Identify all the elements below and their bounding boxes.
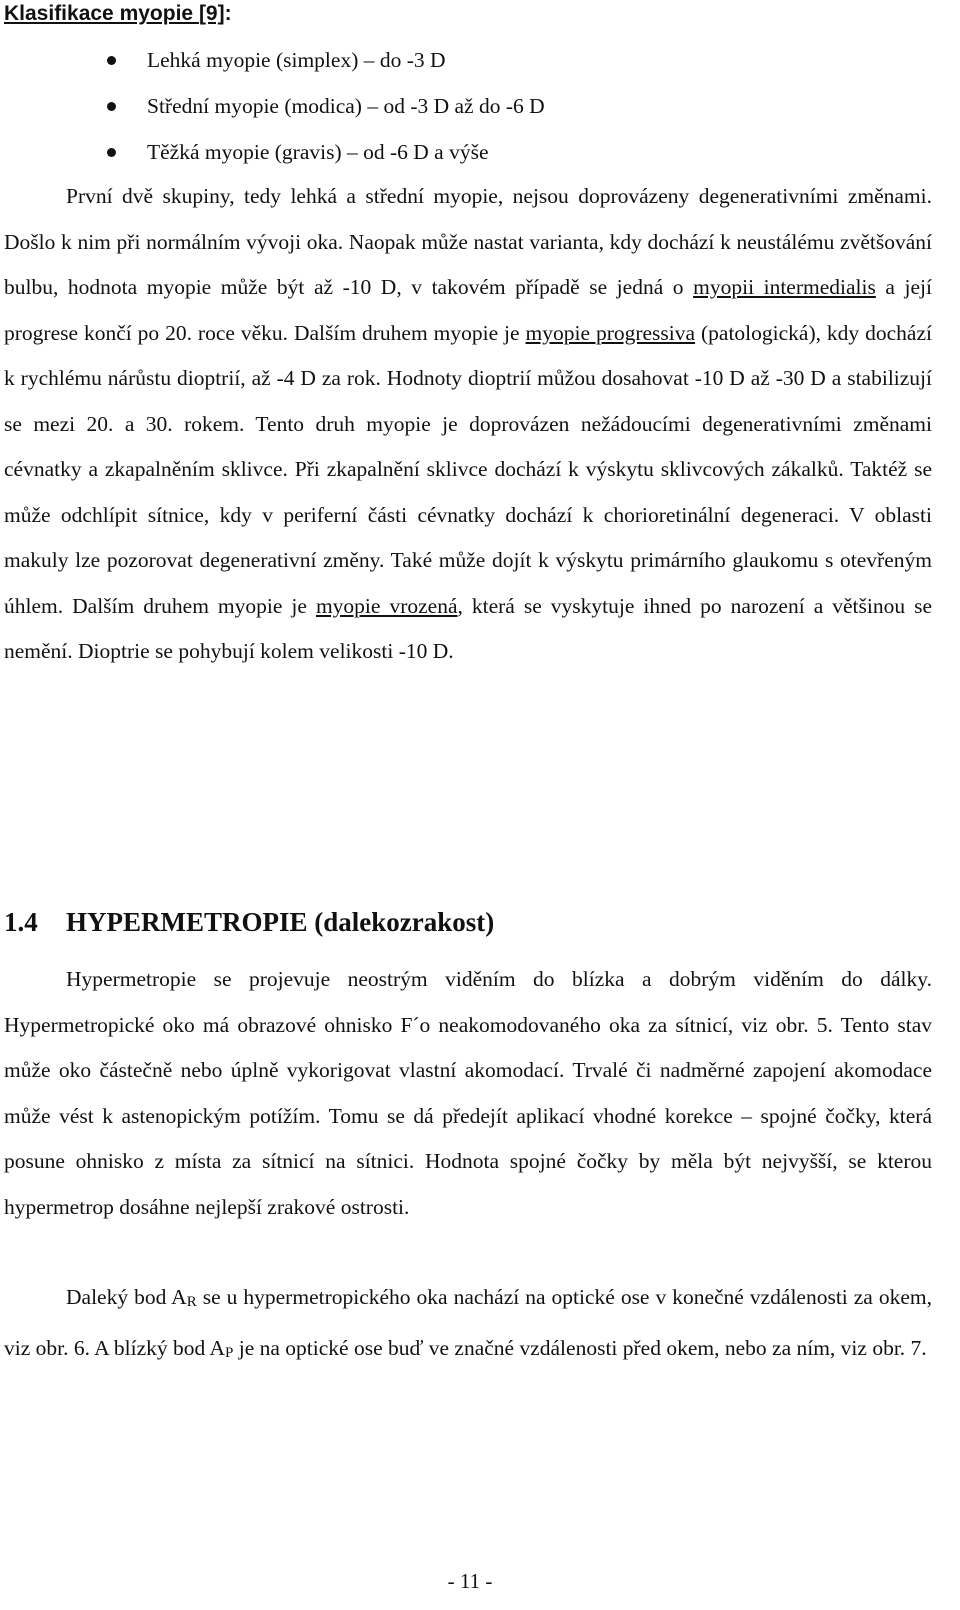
bullet-icon (107, 102, 116, 111)
classification-heading (4, 0, 232, 28)
section-heading (4, 900, 494, 944)
myopia-paragraph (4, 174, 932, 675)
term-myopia-progressiva: myopie progressiva (525, 320, 696, 345)
list-item-text: Těžká myopie (gravis) – od -6 D a výše (147, 140, 489, 164)
paragraph-text: První dvě skupiny, tedy lehká a střední myopie, nejsou doprovázeny degenerativními změnami. Došlo k nim při normálním vývoji oka. Naopak může nastat varianta, kdy dochází k neustálému zvětšování bulbu, hodnota myopie může být až -10 D, v takovém případě se jedná o (4, 184, 932, 299)
term-myopia-vrozena: myopie vrozená (315, 593, 458, 618)
subscript-r: R (186, 1294, 197, 1310)
list-item-text: Lehká myopie (simplex) – do -3 D (147, 48, 446, 72)
hypermetropia-paragraph-1: Hypermetropie se projevuje neostrým viděním do blízka a dobrým viděním do dálky. Hypermetropické oko má obrazové ohnisko F´o neakomodovaného oka za sítnicí, viz obr. 5. Tento stav může oko částečně nebo úplně vykorigovat vlastní akomodací. Trvalé či nadměrné zapojení akomodace může vést k astenopickým potížím. Tomu se dá předejít aplikací vhodné korekce – spojné čočky, která posune ohnisko z místa za sítnicí na sítnici. Hodnota spojné čočky by měla být nejvyšší, se kterou hypermetrop dosáhne nejlepší zrakové ostrosti. (4, 967, 932, 1219)
paragraph-text: a její progrese končí po 20. roce věku. Dalším druhem myopie je (4, 275, 932, 345)
heading-colon: : (224, 2, 232, 25)
subscript-p: P (224, 1344, 234, 1361)
paragraph-text: Daleký bod A (66, 1285, 187, 1309)
citation-ref[interactable]: [9] (198, 2, 225, 25)
classification-list (0, 40, 960, 178)
section-title: HYPERMETROPIE (dalekozrakost) (66, 907, 495, 937)
bullet-icon (107, 56, 116, 65)
paragraph-text: , která se vyskytuje ihned po narození a většinou se nemění. Dioptrie se pohybují kolem velikosti -10 D. (4, 593, 933, 663)
list-item (0, 40, 960, 86)
term-myopia-intermedialis: myopii intermedialis (693, 275, 876, 299)
heading-text: Klasifikace myopie (4, 2, 199, 25)
list-item (0, 132, 960, 178)
page-number: - 11 - (447, 1569, 493, 1593)
bullet-icon (107, 148, 116, 157)
paragraph-text: se u hypermetropického oka nachází na optické ose v konečné vzdálenosti za okem, viz obr. 6. A blízký bod A (4, 1285, 932, 1360)
list-item-text: Střední myopie (modica) – od -3 D až do -6 D (147, 94, 545, 118)
list-item (0, 86, 960, 132)
section-number: 1.4 (4, 907, 38, 937)
paragraph-text: je na optické ose buď ve značné vzdálenosti před okem, nebo za ním, viz obr. 7. (233, 1335, 927, 1360)
hypermetropia-paragraph-2 (4, 1275, 932, 1376)
paragraph-text: (patologická), kdy dochází k rychlému nárůstu dioptrií, až -4 D za rok. Hodnoty dioptrií můžou dosahovat -10 D až -30 D a stabilizují se mezi 20. a 30. rokem. Tento druh myopie je doprovázen nežádoucími degenerativními změnami cévnatky a zkapalněním sklivce. Při zkapalnění sklivce dochází k výskytu sklivcových zákalků. Taktéž se může odchlípit sítnice, kdy v periferní části cévnatky dochází k chorioretinální degeneraci. V oblasti makuly lze pozorovat degenerativní změny. Také může dojít k výskytu primárního glaukomu s otevřeným úhlem. Dalším druhem myopie je (4, 320, 932, 618)
